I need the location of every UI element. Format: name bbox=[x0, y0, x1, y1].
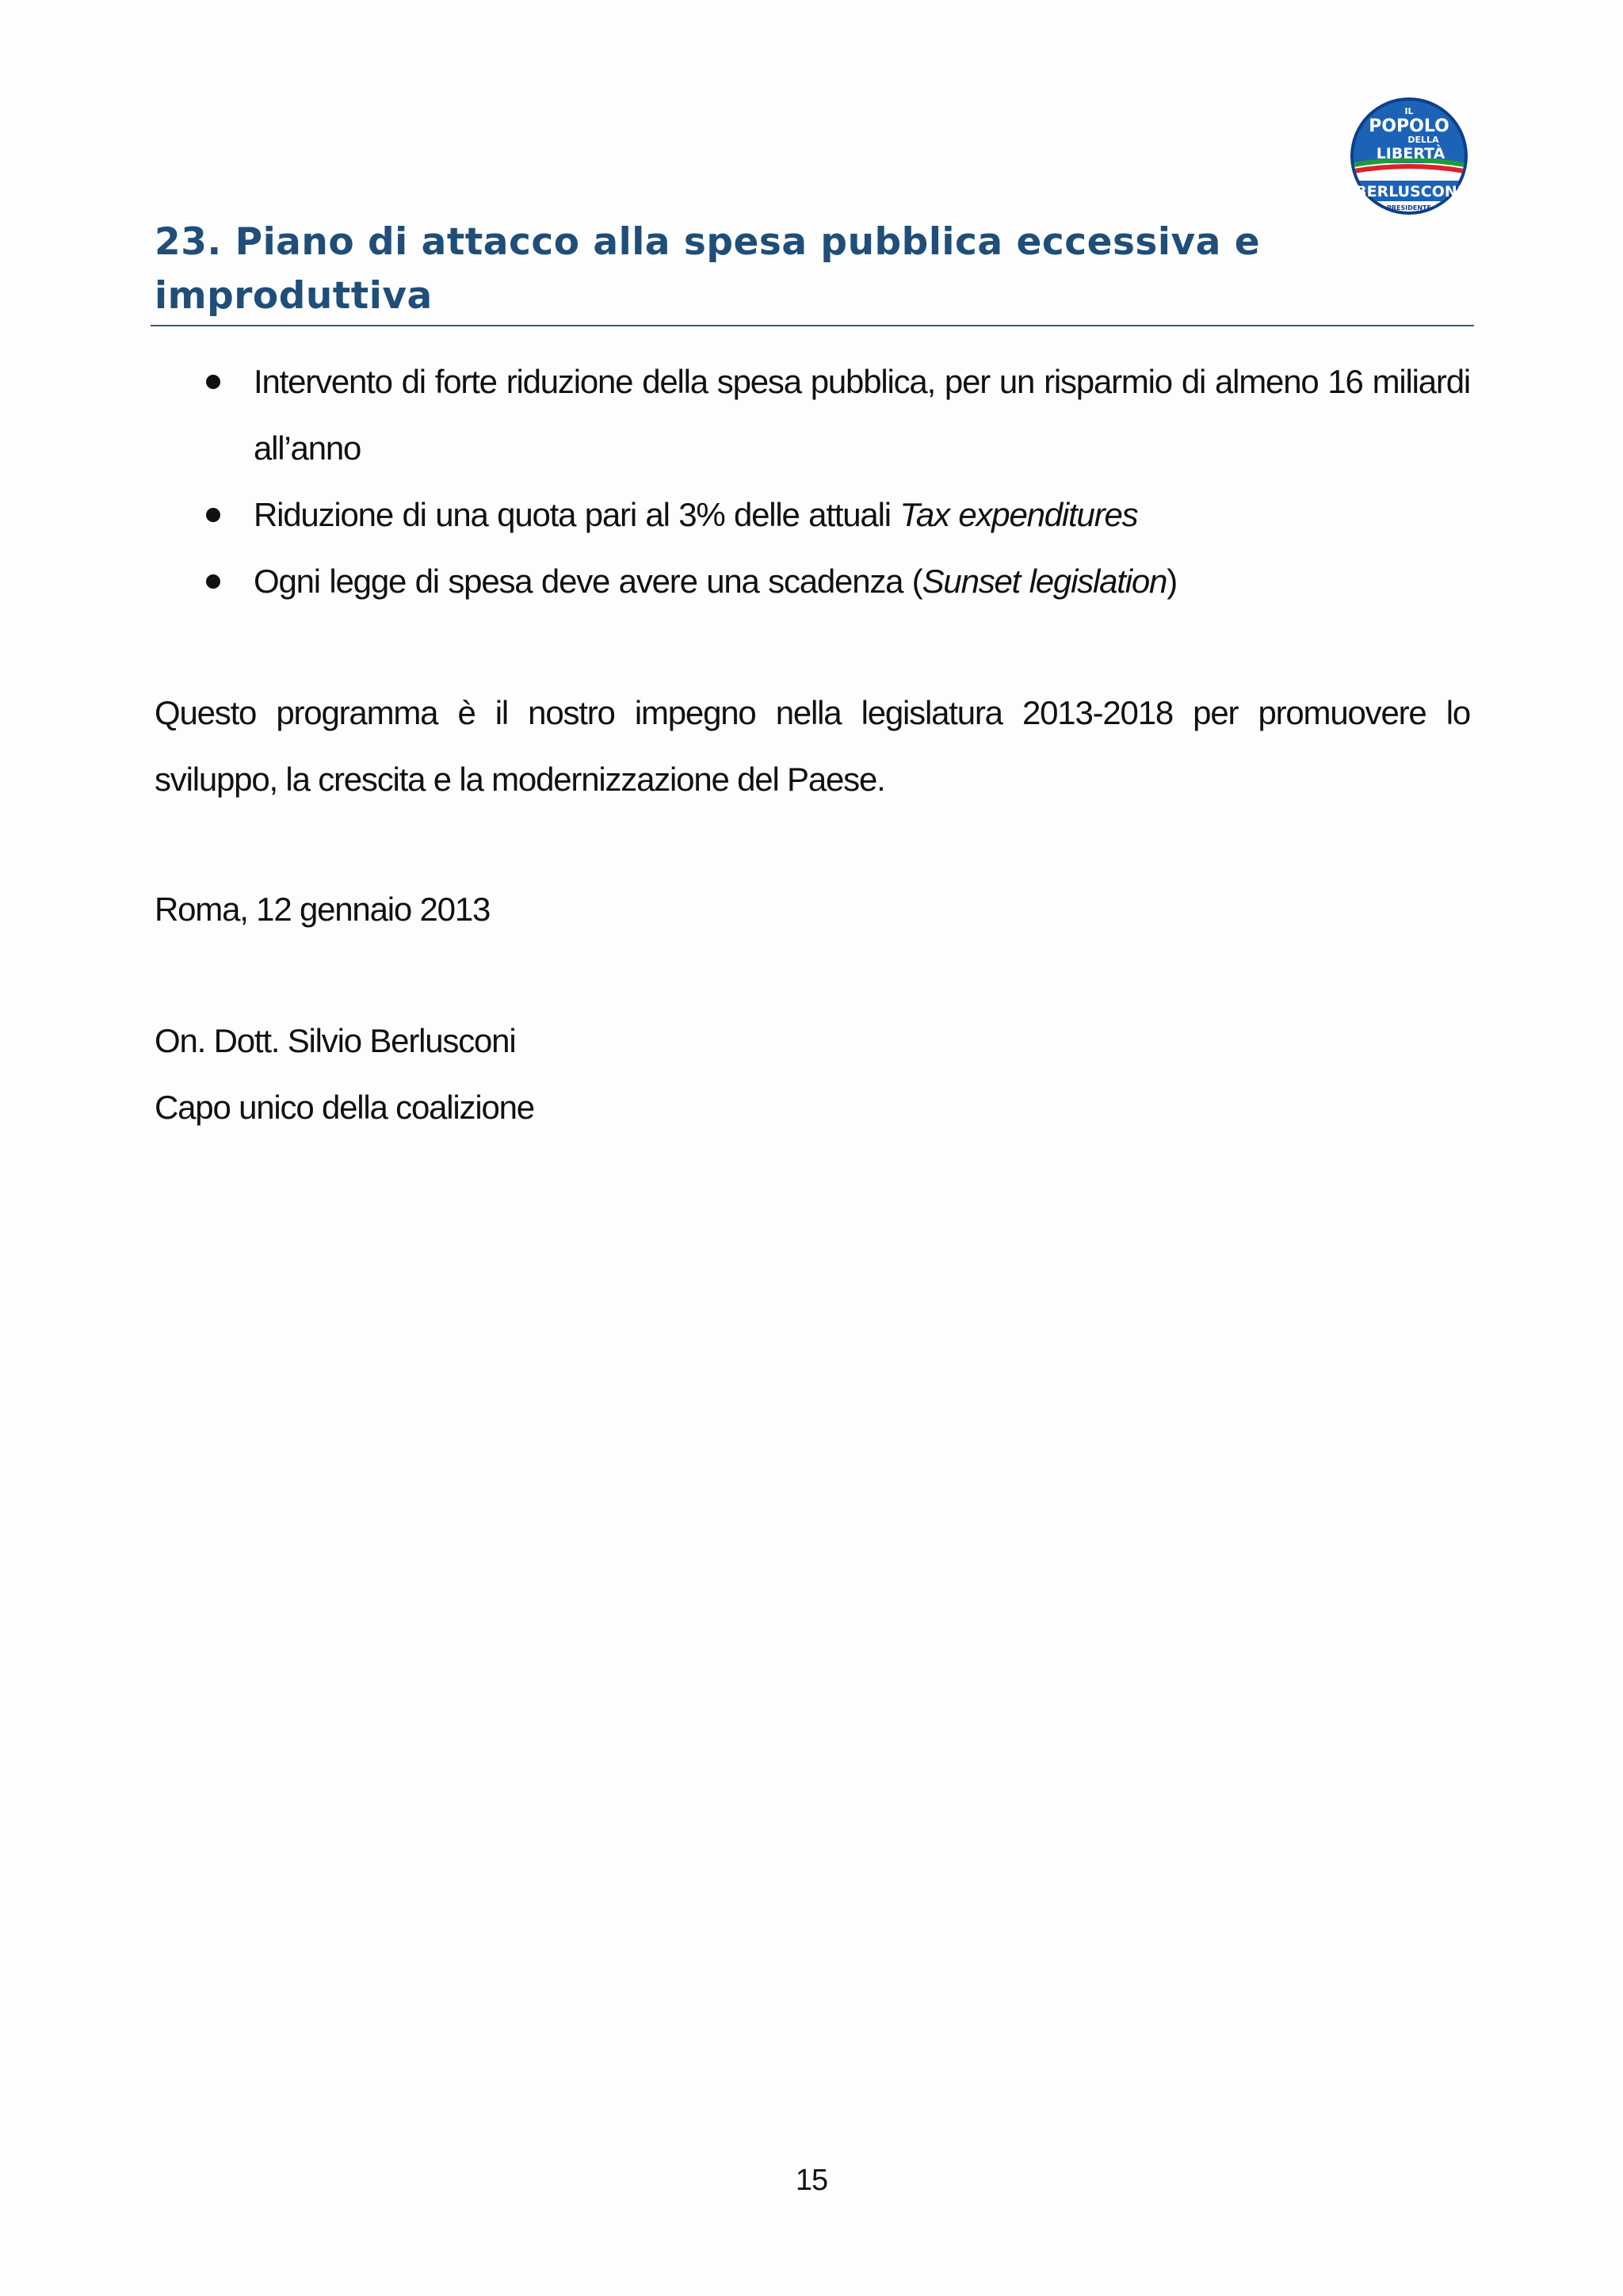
signature-name: On. Dott. Silvio Berlusconi bbox=[155, 1022, 516, 1059]
heading-underline bbox=[151, 325, 1474, 326]
list-item bbox=[0, 548, 1623, 615]
bullet-italic-term: Tax expenditures bbox=[899, 496, 1138, 533]
list-item bbox=[0, 482, 1623, 548]
bullet-text: Intervento di forte riduzione della spesa pubblica, per un risparmio di almeno 16 miliardi all’anno bbox=[254, 363, 1470, 467]
logo-name: BERLUSCONI bbox=[1355, 183, 1463, 200]
bullet-icon bbox=[206, 574, 220, 589]
bullet-icon bbox=[206, 508, 220, 522]
logo-line-2: DELLA bbox=[1407, 135, 1439, 145]
bullet-text: Riduzione di una quota pari al 3% delle attuali bbox=[254, 496, 900, 533]
bullet-icon bbox=[206, 375, 220, 389]
list-item bbox=[0, 349, 1623, 482]
bullet-italic-term: Sunset legislation bbox=[922, 563, 1167, 600]
bullet-text-end: ) bbox=[1167, 563, 1178, 600]
closing-paragraph: Questo programma è il nostro impegno nella legislatura 2013-2018 per promuovere lo sviluppo, la crescita e la modernizzazione del Paese. bbox=[155, 694, 1470, 798]
page-number: 15 bbox=[795, 2164, 828, 2197]
logo-line-1: POPOLO bbox=[1369, 116, 1449, 136]
bullet-text: Ogni legge di spesa deve avere una scadenza ( bbox=[254, 563, 922, 600]
logo-subtitle: PRESIDENTE bbox=[1387, 204, 1431, 212]
logo-top-text: IL bbox=[1404, 106, 1414, 116]
signature-role: Capo unico della coalizione bbox=[155, 1089, 534, 1126]
bullet-list bbox=[0, 349, 1623, 615]
place-date: Roma, 12 gennaio 2013 bbox=[155, 891, 491, 928]
logo-line-3: LIBERTÀ bbox=[1376, 145, 1445, 162]
section-heading: 23. Piano di attacco alla spesa pubblica eccessiva e improduttiva bbox=[155, 220, 1261, 318]
party-logo bbox=[1347, 97, 1471, 215]
